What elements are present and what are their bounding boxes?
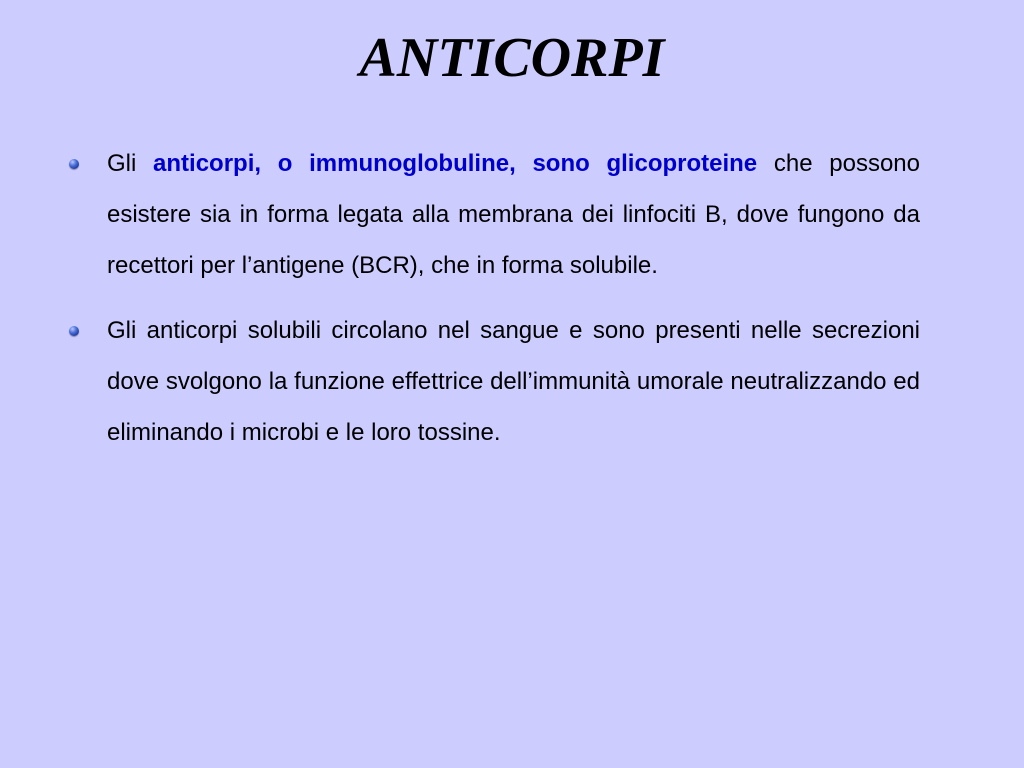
- bullet-item-2: [60, 305, 920, 458]
- sphere-bullet-icon: [69, 159, 79, 169]
- bullet-text-2: Gli anticorpi solubili circolano nel sangue e sono presenti nelle secrezioni dove svolgono la funzione effettrice dell’immunità umorale neutralizzando ed eliminando i microbi e le loro tossine.: [107, 317, 920, 446]
- bullet-1-prefix: Gli: [107, 150, 154, 177]
- sphere-bullet-icon: [69, 326, 79, 336]
- bullet-list: [60, 138, 920, 472]
- bullet-item-1: [60, 138, 920, 291]
- bullet-1-highlight: anticorpi, o immunoglobuline, sono glicoproteine: [153, 150, 758, 177]
- bullet-1-suffix: che possono esistere sia in forma legata alla membrana dei linfociti B, dove fungono da recettori per l’antigene (BCR), che in forma solubile.: [107, 150, 920, 279]
- slide-title: ANTICORPI: [359, 27, 665, 89]
- bullet-text-1: [107, 138, 920, 291]
